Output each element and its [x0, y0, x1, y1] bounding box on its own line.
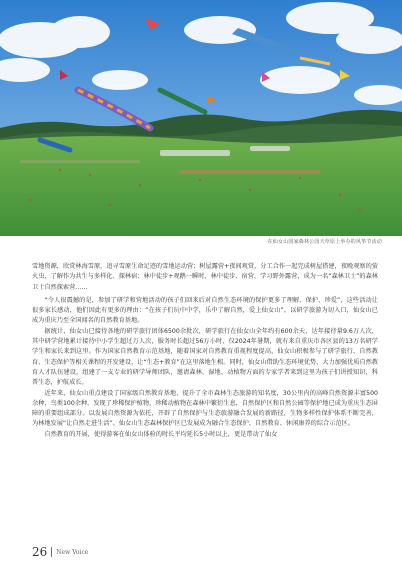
paragraph-4: 近年来，仙女山重点建设了国家级自然教育基地，提升了全市森林生态旅游的知名度，30公里内的高峰自然资源丰富500余种，鸟类100余种。发现了珍稀保护植物，珍稀动植物在森林中繁衍生息，自然保护区和自然公园等保护地已成为重庆生态屏障的重要组成部分。以发展自然资源为依托，开辟了自然保护与生态旅游融合发展的新路径，生物多样性保护体系不断完善，为林地发展“让自然走进生活”。仙女山生态森林保护区已发展成为融合生态保护、自然教育、休闲康养的综合示范区。: [32, 389, 378, 428]
page-footer: [32, 545, 88, 559]
photo-caption: 在仙女山国家森林公园天草原上举办的风筝节活动: [267, 239, 382, 245]
paragraph-3: 据统计，仙女山已接待各地的研学旅行团体6500余批次，研学旅行在仙女山全年约有600余天，达年接待量9.6万人次，其中研学营地累计接待中小学生超过万人次，服务时长超过56万小时，仅2024年暑期，就有来自重庆市各区县的13万名研学学生和家长来到这里。作为国家自然教育示范基地，随着国家对自然教育重视程度提高，仙女山积极参与了研学旅行、自然教育、生态保护等相关课程的开发建设，让“生态+教育”在这里落地生根。同时，仙女山借助生态环境优势，大力加强优质自然教育人才队伍建设，组建了一支专业的研学导师团队，邀请森林、湿地、动植物方面的专家学者来到这里为孩子们讲授知识，科普生态，护航成长。: [32, 327, 378, 387]
footer-divider: [51, 547, 52, 557]
kite-festival-photo: [0, 0, 402, 236]
magazine-name: New Voice: [56, 548, 89, 556]
paragraph-5: 自然教育的开展，使得游客在仙女山体验的时长平均延长5小时以上，更是带动了仙女: [44, 430, 278, 438]
article-body: [32, 262, 378, 440]
paragraph-1: 雪地资源，欣赏林海雪原，追寻雪原生命足迹的雪地运动营；树屋露营+夜间观赏，分工合作一起完成树屋搭建，夜晚观察的萤火虫，了解作为共生与多样化、探林宿；林中徒步+观鹅一瞬时，林中徒步、宿营、学习野外露营，成为一名“森林卫士”的森林卫士自然探索营……: [32, 263, 378, 291]
page-number: 26: [32, 545, 48, 559]
paragraph-2: “令人很震撼的是，参加了研学和营地活动的孩子们回来后对自然生态环境的保护更多了理解、保护、珍爱”，这些活动让很多家长感动，他们因此有更多的理由：“在孩子们玩中中学，乐中了解自然，爱上仙女山”。以研学旅游为切入口，仙女山已成为重庆乃至全国闻名的自然教育基地。: [32, 296, 378, 325]
header-photo: [0, 0, 402, 236]
